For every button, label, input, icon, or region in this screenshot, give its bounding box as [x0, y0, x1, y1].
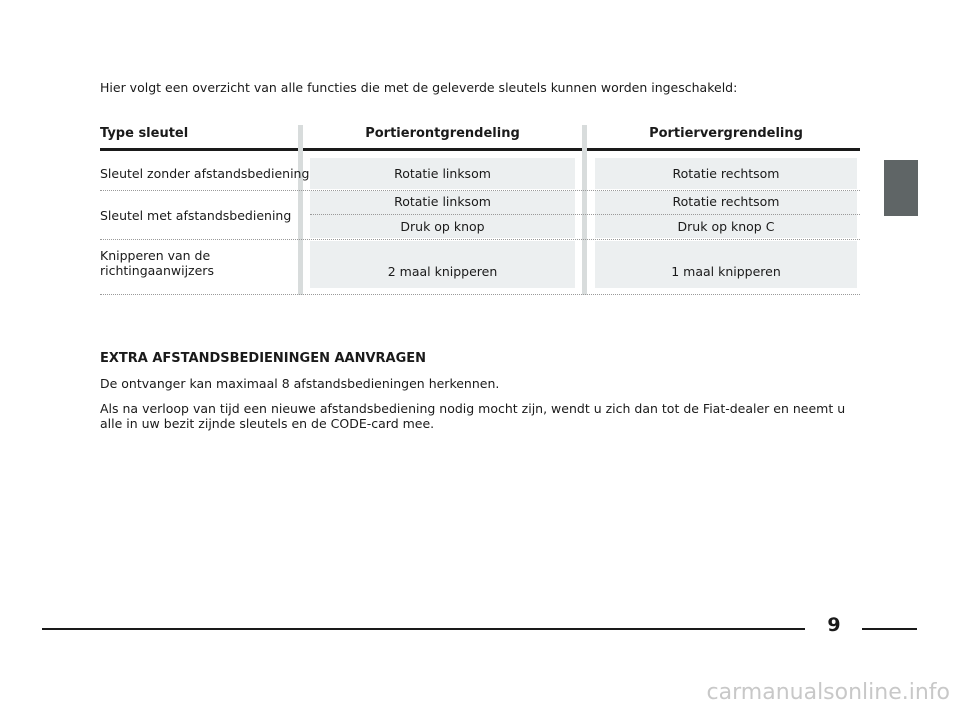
chapter-tab [884, 160, 918, 216]
watermark: carmanualsonline.info [706, 680, 950, 705]
footer-rule-left [42, 628, 805, 630]
table-bottom-rule [100, 294, 860, 295]
table-header-rule [100, 148, 860, 151]
row-label-indicators-line1: Knipperen van de [100, 248, 211, 263]
header-key-type: Type sleutel [100, 126, 189, 141]
header-lock: Portiervergrendeling [649, 126, 803, 141]
column-separator [582, 125, 587, 295]
row-divider [100, 239, 860, 240]
footer-rule-right [862, 628, 917, 630]
cell-unlock-row3: 2 maal knipperen [387, 264, 498, 279]
paragraph-dealer: Als na verloop van tijd een nieuwe afstandsbediening nodig mocht zijn, wendt u zich dan tot de Fiat-dealer en neemt u alle in uw bezit zijnde sleutels en de CODE-card mee. [100, 401, 846, 431]
header-unlock: Portierontgrendeling [365, 126, 520, 141]
sub-row-divider [310, 214, 860, 215]
cell-unlock-row2-a: Rotatie linksom [394, 194, 491, 209]
row-divider [100, 190, 860, 191]
cell-unlock-row1: Rotatie linksom [394, 166, 491, 181]
cell-lock-row1: Rotatie rechtsom [672, 166, 780, 181]
cell-unlock-row2-b: Druk op knop [400, 219, 485, 234]
page-number: 9 [827, 614, 841, 636]
column-separator [298, 125, 303, 295]
row-label-key-without-remote: Sleutel zonder afstandsbediening [100, 166, 310, 181]
row-label-indicators-line2: richtingaanwijzers [100, 263, 214, 278]
row-label-key-with-remote: Sleutel met afstandsbediening [100, 208, 292, 223]
cell-lock-row3: 1 maal knipperen [671, 264, 781, 279]
intro-text: Hier volgt een overzicht van alle functies die met de geleverde sleutels kunnen worden ingeschakeld: [100, 80, 738, 95]
paragraph-receiver: De ontvanger kan maximaal 8 afstandsbedieningen herkennen. [100, 376, 500, 391]
cell-lock-row2-a: Rotatie rechtsom [672, 194, 780, 209]
section-title: EXTRA AFSTANDSBEDIENINGEN AANVRAGEN [100, 351, 427, 366]
cell-lock-row2-b: Druk op knop C [677, 219, 775, 234]
